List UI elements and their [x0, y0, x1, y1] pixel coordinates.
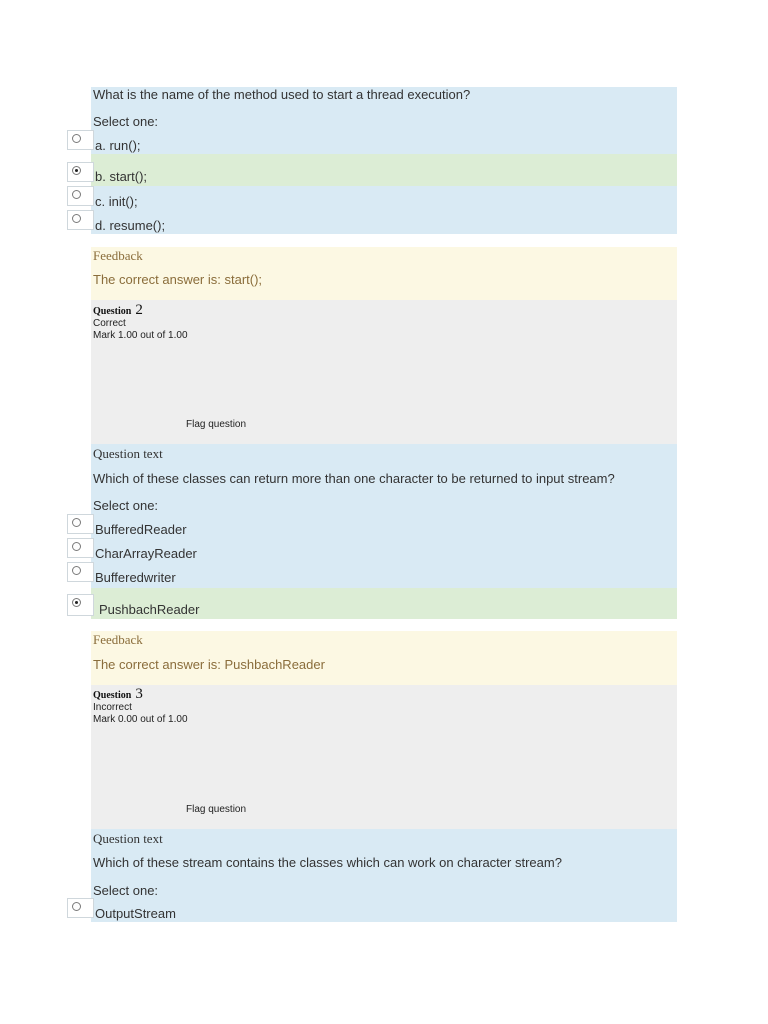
q3-select-one-label: Select one: — [93, 883, 159, 898]
q3-info-panel — [91, 685, 677, 829]
q1-option-c-label[interactable]: c. init(); — [95, 194, 138, 209]
q3-flag-question-link[interactable]: Flag question — [186, 804, 247, 815]
q1-feedback-text: The correct answer is: start(); — [93, 272, 263, 287]
q2-question-panel — [91, 444, 677, 588]
q1-option-c-radio[interactable] — [67, 186, 94, 206]
q3-mark: Mark 0.00 out of 1.00 — [93, 714, 188, 725]
q2-option-1-label[interactable]: BufferedReader — [95, 522, 187, 537]
q2-option-3-label[interactable]: Bufferedwriter — [95, 570, 176, 585]
q2-option-2-radio[interactable] — [67, 538, 94, 558]
q2-select-one-label: Select one: — [93, 498, 159, 513]
q2-option-4-radio[interactable] — [67, 594, 94, 616]
q2-option-2-label[interactable]: CharArrayReader — [95, 546, 197, 561]
q3-option-1-label[interactable]: OutputStream — [95, 906, 176, 921]
q2-flag-question-link[interactable]: Flag question — [186, 419, 247, 430]
q3-question-text-heading: Question text — [93, 831, 163, 846]
radio-icon — [72, 518, 81, 527]
q2-question-number: 2 — [135, 302, 143, 318]
radio-icon — [72, 190, 81, 199]
q2-question-text: Which of these classes can return more than one character to be returned to input stream? — [93, 471, 615, 486]
q2-feedback-heading: Feedback — [93, 632, 143, 647]
radio-icon — [72, 214, 81, 223]
q2-option-4-label[interactable]: PushbachReader — [99, 602, 200, 617]
q2-question-text-heading: Question text — [93, 446, 163, 461]
q1-option-a-radio[interactable] — [67, 130, 94, 150]
q2-status: Correct — [93, 318, 126, 329]
q3-question-label: Question — [93, 690, 132, 701]
q2-feedback-text: The correct answer is: PushbachReader — [93, 657, 325, 672]
q2-mark: Mark 1.00 out of 1.00 — [93, 330, 188, 341]
q3-question-panel — [91, 829, 677, 922]
q3-status: Incorrect — [93, 702, 132, 713]
q1-option-d-label[interactable]: d. resume(); — [95, 218, 166, 233]
radio-icon — [72, 902, 81, 911]
q2-info-panel — [91, 300, 677, 444]
q2-option-1-radio[interactable] — [67, 514, 94, 534]
q3-question-text: Which of these stream contains the classes which can work on character stream? — [93, 855, 562, 870]
q1-options-panel — [91, 186, 677, 234]
q2-question-label: Question — [93, 306, 132, 317]
q3-option-1-radio[interactable] — [67, 898, 94, 918]
q3-question-number: 3 — [135, 686, 143, 702]
q1-option-a-label[interactable]: a. run(); — [95, 138, 141, 153]
q3-number — [93, 685, 143, 703]
q1-feedback-heading: Feedback — [93, 248, 143, 263]
q2-number — [93, 301, 143, 319]
q1-question-text: What is the name of the method used to start a thread execution? — [93, 87, 471, 102]
q1-option-b-radio[interactable] — [67, 162, 94, 182]
q1-selected-option-row — [91, 154, 677, 186]
radio-icon — [72, 134, 81, 143]
radio-selected-icon — [72, 598, 81, 607]
q1-select-one-label: Select one: — [93, 114, 159, 129]
radio-icon — [72, 566, 81, 575]
q1-option-d-radio[interactable] — [67, 210, 94, 230]
q1-option-b-label[interactable]: b. start(); — [95, 169, 148, 184]
radio-selected-icon — [72, 166, 81, 175]
radio-icon — [72, 542, 81, 551]
q2-option-3-radio[interactable] — [67, 562, 94, 582]
